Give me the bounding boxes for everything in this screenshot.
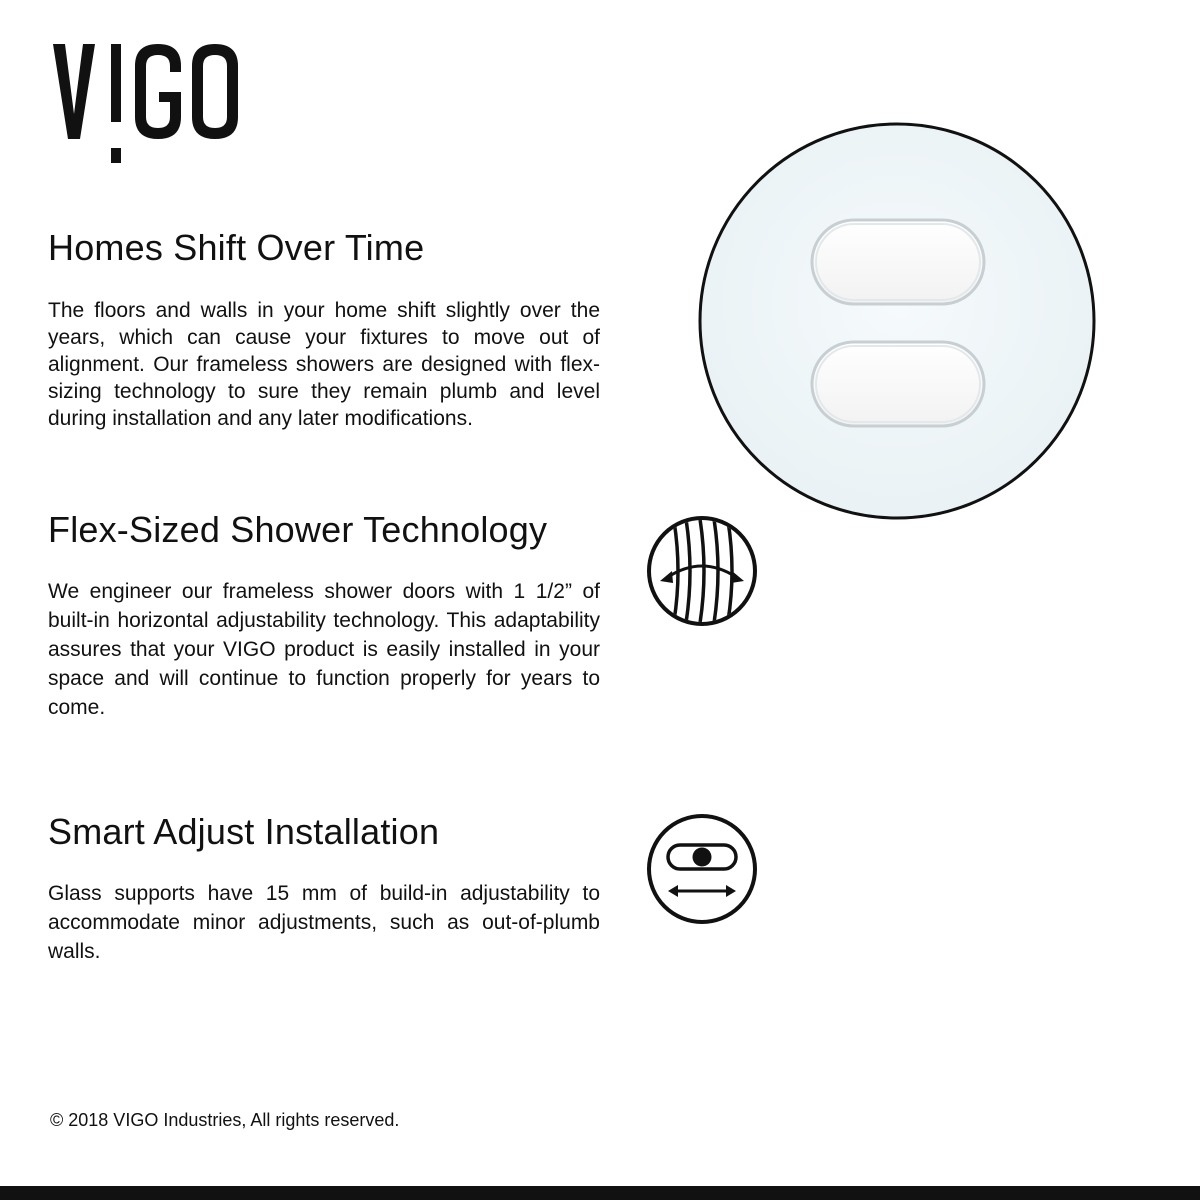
upper-slot <box>812 220 984 304</box>
bottom-bar <box>0 1186 1200 1200</box>
section-heading: Homes Shift Over Time <box>48 227 425 268</box>
section-body: We engineer our frameless shower doors with 1 1/2” of built-in horizontal adjustability technology. This adaptability assures that your VIGO product is easily installed in your space and will continue to function properly for years to come. <box>48 580 600 719</box>
vigo-logo <box>50 42 240 167</box>
flex-panels-arrow-icon <box>646 515 758 627</box>
slot-adjust-arrow-icon <box>646 813 758 925</box>
glass-support-closeup <box>698 122 1096 520</box>
section-heading: Smart Adjust Installation <box>48 811 440 852</box>
section-body: Glass supports have 15 mm of build-in adjustability to accommodate minor adjustments, such as out-of-plumb walls. <box>48 882 600 963</box>
section-smart-adjust <box>48 810 600 966</box>
copyright-notice: © 2018 VIGO Industries, All rights reserved. <box>50 1110 400 1130</box>
lower-slot <box>812 342 984 426</box>
section-body: The floors and walls in your home shift slightly over the years, which can cause your fixtures to move out of alignment. Our frameless showers are designed with flex-sizing technology to sure they remain plumb and level during installation and any later modifications. <box>48 299 600 430</box>
section-homes-shift <box>48 226 600 432</box>
section-flex-sized <box>48 508 600 722</box>
section-heading: Flex-Sized Shower Technology <box>48 509 548 550</box>
